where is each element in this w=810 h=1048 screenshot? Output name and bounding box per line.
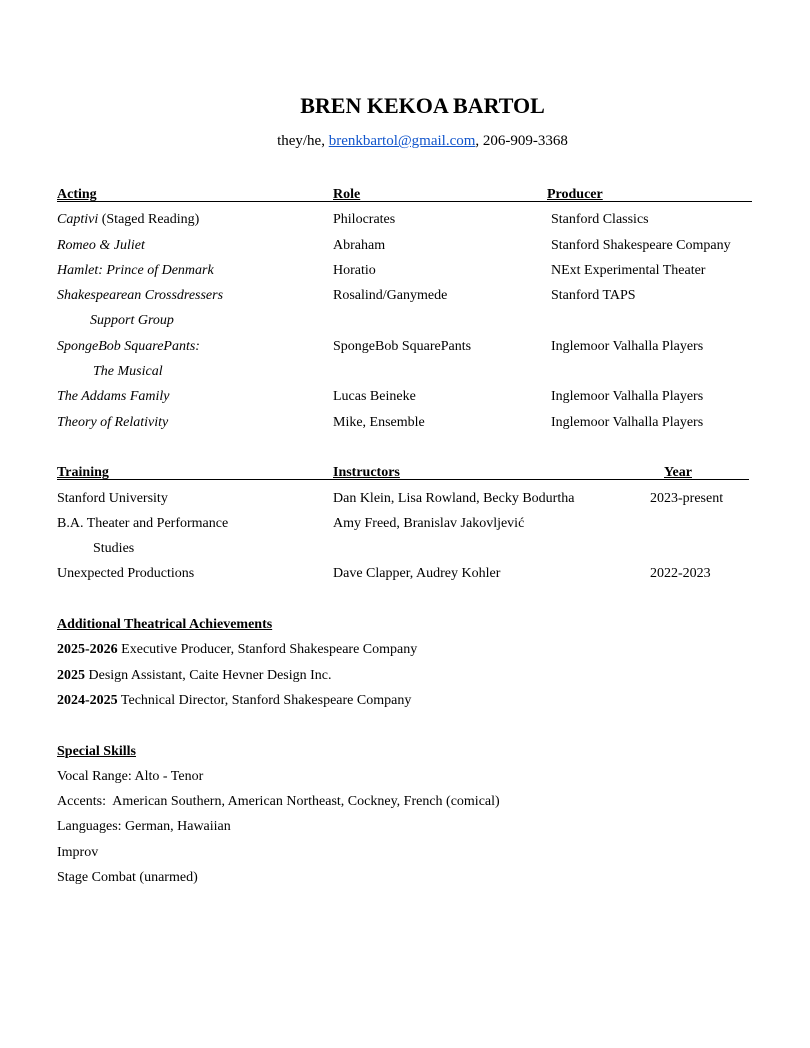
training-year: 2022-2023 [650, 566, 711, 581]
title-italic: Shakespearean Crossdressers [57, 288, 224, 303]
acting-role: Rosalind/Ganymede [333, 288, 448, 303]
acting-title [57, 338, 200, 356]
achievements-heading: Additional Theatrical Achievements [57, 617, 273, 632]
acting-title [57, 414, 168, 432]
title-italic: Romeo & Juliet [57, 238, 145, 253]
acting-header: Acting [57, 187, 97, 202]
title-italic: The Musical [93, 364, 163, 379]
training-school: Unexpected Productions [57, 566, 195, 581]
title-italic: Theory of Relativity [57, 415, 169, 430]
skill-item: Accents: American Southern, American Northeast, Cockney, French (comical) [57, 794, 500, 809]
skill-item: Stage Combat (unarmed) [57, 870, 198, 885]
acting-role: Philocrates [333, 212, 396, 227]
training-school: Stanford University [57, 491, 168, 506]
contact-line [0, 131, 810, 151]
acting-producer: Inglemoor Valhalla Players [551, 415, 704, 430]
training-header: Training [57, 465, 109, 480]
acting-role: Abraham [333, 238, 386, 253]
skills-heading: Special Skills [57, 744, 136, 759]
title-italic: The Addams Family [57, 389, 170, 404]
title-italic: Hamlet: Prince of Denmark [57, 263, 214, 278]
instructors-header: Instructors [333, 465, 400, 480]
achievement-years: 2024-2025 [57, 693, 118, 708]
title-italic: Captivi [57, 212, 99, 227]
acting-title-continued [93, 363, 163, 381]
pronouns: they/he, [277, 133, 329, 149]
training-school: B.A. Theater and Performance [57, 516, 229, 531]
acting-title [57, 211, 199, 229]
acting-producer: Inglemoor Valhalla Players [551, 389, 704, 404]
training-instructors: Amy Freed, Branislav Jakovljević [333, 516, 525, 531]
email-link[interactable]: brenkbartol@gmail.com [328, 133, 476, 149]
training-instructors: Dave Clapper, Audrey Kohler [333, 566, 501, 581]
skill-item: Vocal Range: Alto - Tenor [57, 769, 204, 784]
title-italic: SpongeBob SquarePants: [57, 339, 200, 354]
acting-producer: Inglemoor Valhalla Players [551, 339, 704, 354]
acting-title [57, 388, 170, 406]
acting-producer: Stanford TAPS [551, 288, 636, 303]
achievement-item [57, 641, 417, 659]
achievement-years: 2025 [57, 668, 85, 683]
acting-producer: Stanford Classics [551, 212, 649, 227]
achievement-text: Executive Producer, Stanford Shakespeare Company [117, 642, 418, 657]
acting-title-continued [90, 312, 174, 330]
training-school-continued: Studies [93, 541, 135, 556]
acting-role: SpongeBob SquarePants [333, 339, 472, 354]
acting-title [57, 237, 145, 255]
achievement-text: Design Assistant, Caite Hevner Design Inc. [85, 668, 332, 683]
acting-role: Lucas Beineke [333, 389, 416, 404]
title-extra: (Staged Reading) [98, 212, 200, 227]
phone: , 206-909-3368 [475, 133, 568, 149]
acting-role: Horatio [333, 263, 376, 278]
year-header: Year [664, 465, 692, 480]
acting-producer: NExt Experimental Theater [551, 263, 706, 278]
producer-header: Producer [547, 187, 603, 202]
training-year: 2023-present [650, 491, 724, 506]
title-italic: Support Group [90, 313, 174, 328]
role-header: Role [333, 187, 361, 202]
acting-header-rule [57, 201, 752, 202]
acting-title [57, 287, 223, 305]
acting-title [57, 262, 214, 280]
skill-item: Languages: German, Hawaiian [57, 819, 231, 834]
skill-item: Improv [57, 845, 99, 860]
training-header-rule [57, 479, 749, 480]
achievement-item [57, 667, 332, 685]
achievement-item [57, 692, 411, 710]
acting-role: Mike, Ensemble [333, 415, 425, 430]
resume-name: BREN KEKOA BARTOL [300, 93, 545, 118]
training-instructors: Dan Klein, Lisa Rowland, Becky Bodurtha [333, 491, 575, 506]
acting-producer: Stanford Shakespeare Company [551, 238, 731, 253]
achievement-years: 2025-2026 [57, 642, 118, 657]
achievement-text: Technical Director, Stanford Shakespeare Company [117, 693, 412, 708]
